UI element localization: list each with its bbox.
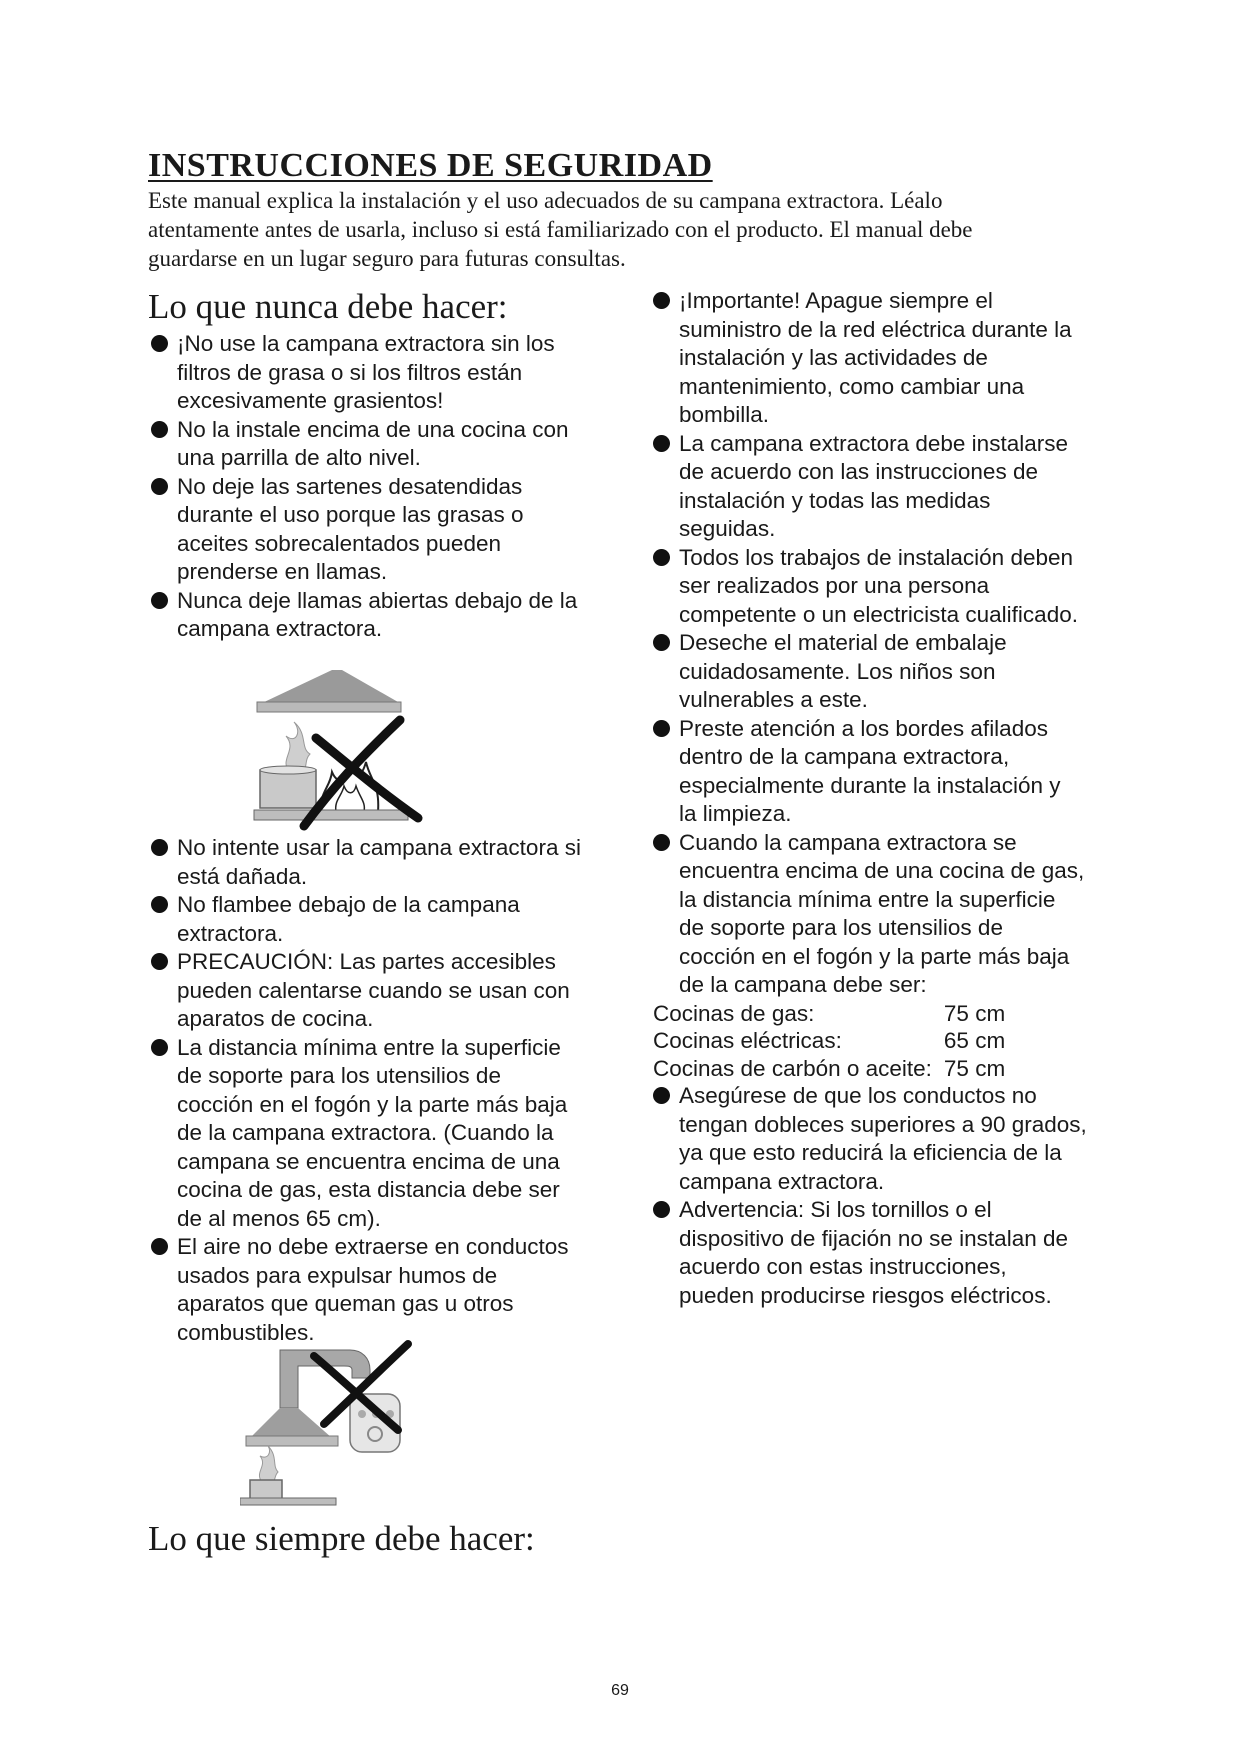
safety-item (653, 829, 1133, 1000)
intro-line: Este manual explica la instalación y el uso adecuados de su campana extractora. Léalo (148, 188, 943, 213)
bullet-icon (653, 834, 670, 851)
distance-row (653, 1027, 1005, 1055)
safety-item-line: pueden producirse riesgos eléctricos. (679, 1282, 1052, 1308)
safety-item-line: seguidas. (679, 516, 776, 541)
distance-row (653, 1000, 1005, 1028)
bullet-icon (151, 1039, 168, 1056)
safety-item-line: suministro de la red eléctrica durante la (679, 316, 1072, 342)
safety-item-line: La distancia mínima entre la superficie (177, 1034, 561, 1060)
safety-item-line: de la campana debe ser: (679, 972, 927, 997)
distance-table (653, 1000, 1005, 1083)
bullet-icon (653, 720, 670, 737)
safety-item (151, 330, 611, 416)
safety-item-line: dispositivo de fijación no se instalan de (679, 1225, 1068, 1251)
safety-item-line: aparatos de cocina. (177, 1006, 374, 1031)
safety-item-line: especialmente durante la instalación y (679, 772, 1061, 798)
intro-line: atentamente antes de usarla, incluso si está familiarizado con el producto. El manual debe (148, 217, 973, 242)
safety-item (151, 1233, 611, 1347)
distance-label: Cocinas eléctricas: (653, 1028, 842, 1053)
safety-item-line: extractora. (177, 920, 284, 946)
safety-item-line: No deje las sartenes desatendidas (177, 473, 523, 499)
bullet-icon (151, 592, 168, 609)
safety-item (151, 948, 611, 1034)
safety-item-line: aceites sobrecalentados pueden (177, 530, 501, 556)
safety-item-line: No flambee debajo de la campana (177, 892, 520, 917)
cooktop-shape (254, 810, 408, 820)
cooktop-shape (240, 1498, 336, 1505)
safety-item-line: ¡Importante! Apague siempre el (679, 288, 993, 313)
safety-item-line: usados para expulsar humos de (177, 1262, 498, 1288)
safety-item-line: ¡No use la campana extractora sin los (177, 331, 555, 356)
safety-item-line: campana extractora. (679, 1168, 885, 1194)
safety-item-line: combustibles. (177, 1319, 315, 1345)
no-open-flames-illustration (252, 664, 432, 832)
bullet-icon (653, 634, 670, 651)
safety-item-line: encuentra encima de una cocina de gas, (679, 858, 1085, 883)
bullet-icon (653, 292, 670, 309)
safety-item-line: ya que esto reducirá la eficiencia de la (679, 1140, 1062, 1165)
bullet-icon (653, 435, 670, 452)
safety-item-line: durante el uso porque las grasas o (177, 502, 524, 527)
distance-value: 75 cm (943, 1055, 1006, 1081)
safety-item-line: acuerdo con estas instrucciones, (679, 1254, 1007, 1279)
page-number: 69 (611, 1682, 629, 1699)
bullet-icon (653, 1087, 670, 1104)
safety-item-line: No la instale encima de una cocina con (177, 416, 569, 442)
safety-item-line: instalación y las actividades de (679, 345, 988, 370)
safety-item-line: cocción en el fogón y la parte más baja (679, 943, 1070, 969)
distance-label: Cocinas de gas: (653, 1000, 815, 1026)
safety-item-line: vulnerables a este. (679, 687, 868, 712)
safety-item-line: excesivamente grasientos! (177, 388, 444, 413)
safety-item-line: cocción en el fogón y la parte más baja (177, 1091, 568, 1117)
safety-item (151, 834, 611, 891)
safety-item-line: aparatos que queman gas u otros (177, 1291, 514, 1316)
safety-item-line: pueden calentarse cuando se usan con (177, 977, 570, 1003)
safety-list-right (653, 287, 1133, 1310)
safety-item (653, 544, 1133, 630)
safety-item-line: PRECAUCIÓN: Las partes accesibles (177, 949, 556, 974)
bullet-icon (151, 953, 168, 970)
safety-item-line: Deseche el material de embalaje (679, 630, 1007, 655)
safety-item-line: de soporte para los utensilios de (679, 915, 1003, 940)
safety-item-line: está dañada. (177, 863, 308, 889)
distance-value: 75 cm (943, 1000, 1006, 1026)
bullet-icon (151, 335, 168, 352)
distance-row (653, 1055, 1005, 1083)
safety-item-line: una parrilla de alto nivel. (177, 445, 421, 470)
safety-item-line: de la campana extractora. (Cuando la (177, 1120, 554, 1145)
safety-item-line: la limpieza. (679, 801, 792, 826)
safety-item-line: Preste atención a los bordes afilados (679, 715, 1048, 741)
safety-item (653, 1082, 1133, 1196)
safety-item-line: la distancia mínima entre la superficie (679, 886, 1056, 912)
page-title: INSTRUCCIONES DE SEGURIDAD (148, 147, 713, 184)
safety-item-line: campana se encuentra encima de una (177, 1148, 560, 1174)
safety-item (653, 430, 1133, 544)
safety-item (653, 287, 1133, 430)
safety-item-line: campana extractora. (177, 616, 383, 641)
always-heading: Lo que siempre debe hacer: (148, 1519, 535, 1558)
safety-item-line: Cuando la campana extractora se (679, 829, 1017, 855)
safety-item-line: prenderse en llamas. (177, 559, 388, 584)
safety-item-line: instalación y todas las medidas (679, 487, 991, 513)
safety-item-line: tengan dobleces superiores a 90 grados, (679, 1111, 1087, 1137)
safety-item-line: Nunca deje llamas abiertas debajo de la (177, 587, 578, 613)
intro-paragraph (148, 186, 1108, 273)
bullet-icon (151, 1238, 168, 1255)
pot-icon (250, 1480, 282, 1500)
bullet-icon (151, 896, 168, 913)
never-heading: Lo que nunca debe hacer: (148, 287, 508, 326)
safety-item (151, 891, 611, 948)
pot-icon (260, 766, 316, 808)
safety-item (653, 629, 1133, 715)
distance-value: 65 cm (943, 1028, 1006, 1053)
bullet-icon (151, 478, 168, 495)
bullet-icon (151, 839, 168, 856)
safety-item-line: de acuerdo con las instrucciones de (679, 459, 1038, 484)
safety-item-line: de soporte para los utensilios de (177, 1063, 501, 1088)
never-list-a (151, 330, 611, 644)
intro-line: guardarse en un lugar seguro para futuras consultas. (148, 246, 626, 271)
safety-item-line: mantenimiento, como cambiar una (679, 373, 1025, 399)
safety-item (653, 1196, 1133, 1310)
safety-item-line: La campana extractora debe instalarse (679, 430, 1068, 456)
bullet-icon (653, 549, 670, 566)
safety-item (151, 416, 611, 473)
safety-item-line: filtros de grasa o si los filtros están (177, 359, 523, 385)
safety-item-line: Todos los trabajos de instalación deben (679, 544, 1074, 570)
safety-item (151, 587, 611, 644)
safety-item-line: dentro de la campana extractora, (679, 744, 1010, 769)
safety-item-line: No intente usar la campana extractora si (177, 835, 581, 860)
safety-item-line: de al menos 65 cm). (177, 1205, 381, 1231)
safety-item (653, 715, 1133, 829)
never-list-b (151, 834, 611, 1347)
range-hood-shape (257, 670, 401, 712)
bullet-icon (653, 1201, 670, 1218)
safety-item-line: Asegúrese de que los conductos no (679, 1083, 1037, 1108)
safety-item (151, 473, 611, 587)
safety-item-line: ser realizados por una persona (679, 573, 990, 598)
safety-item-line: cuidadosamente. Los niños son (679, 658, 996, 684)
safety-item (151, 1034, 611, 1234)
safety-item-line: Advertencia: Si los tornillos o el (679, 1197, 992, 1222)
safety-item-line: bombilla. (679, 402, 770, 427)
distance-label: Cocinas de carbón o aceite: (653, 1055, 932, 1081)
no-shared-flue-illustration (240, 1334, 420, 1508)
bullet-icon (151, 421, 168, 438)
safety-item-line: El aire no debe extraerse en conductos (177, 1234, 569, 1259)
steam-icon (259, 1446, 278, 1484)
safety-item-line: competente o un electricista cualificado. (679, 601, 1078, 627)
safety-item-line: cocina de gas, esta distancia debe ser (177, 1177, 560, 1202)
